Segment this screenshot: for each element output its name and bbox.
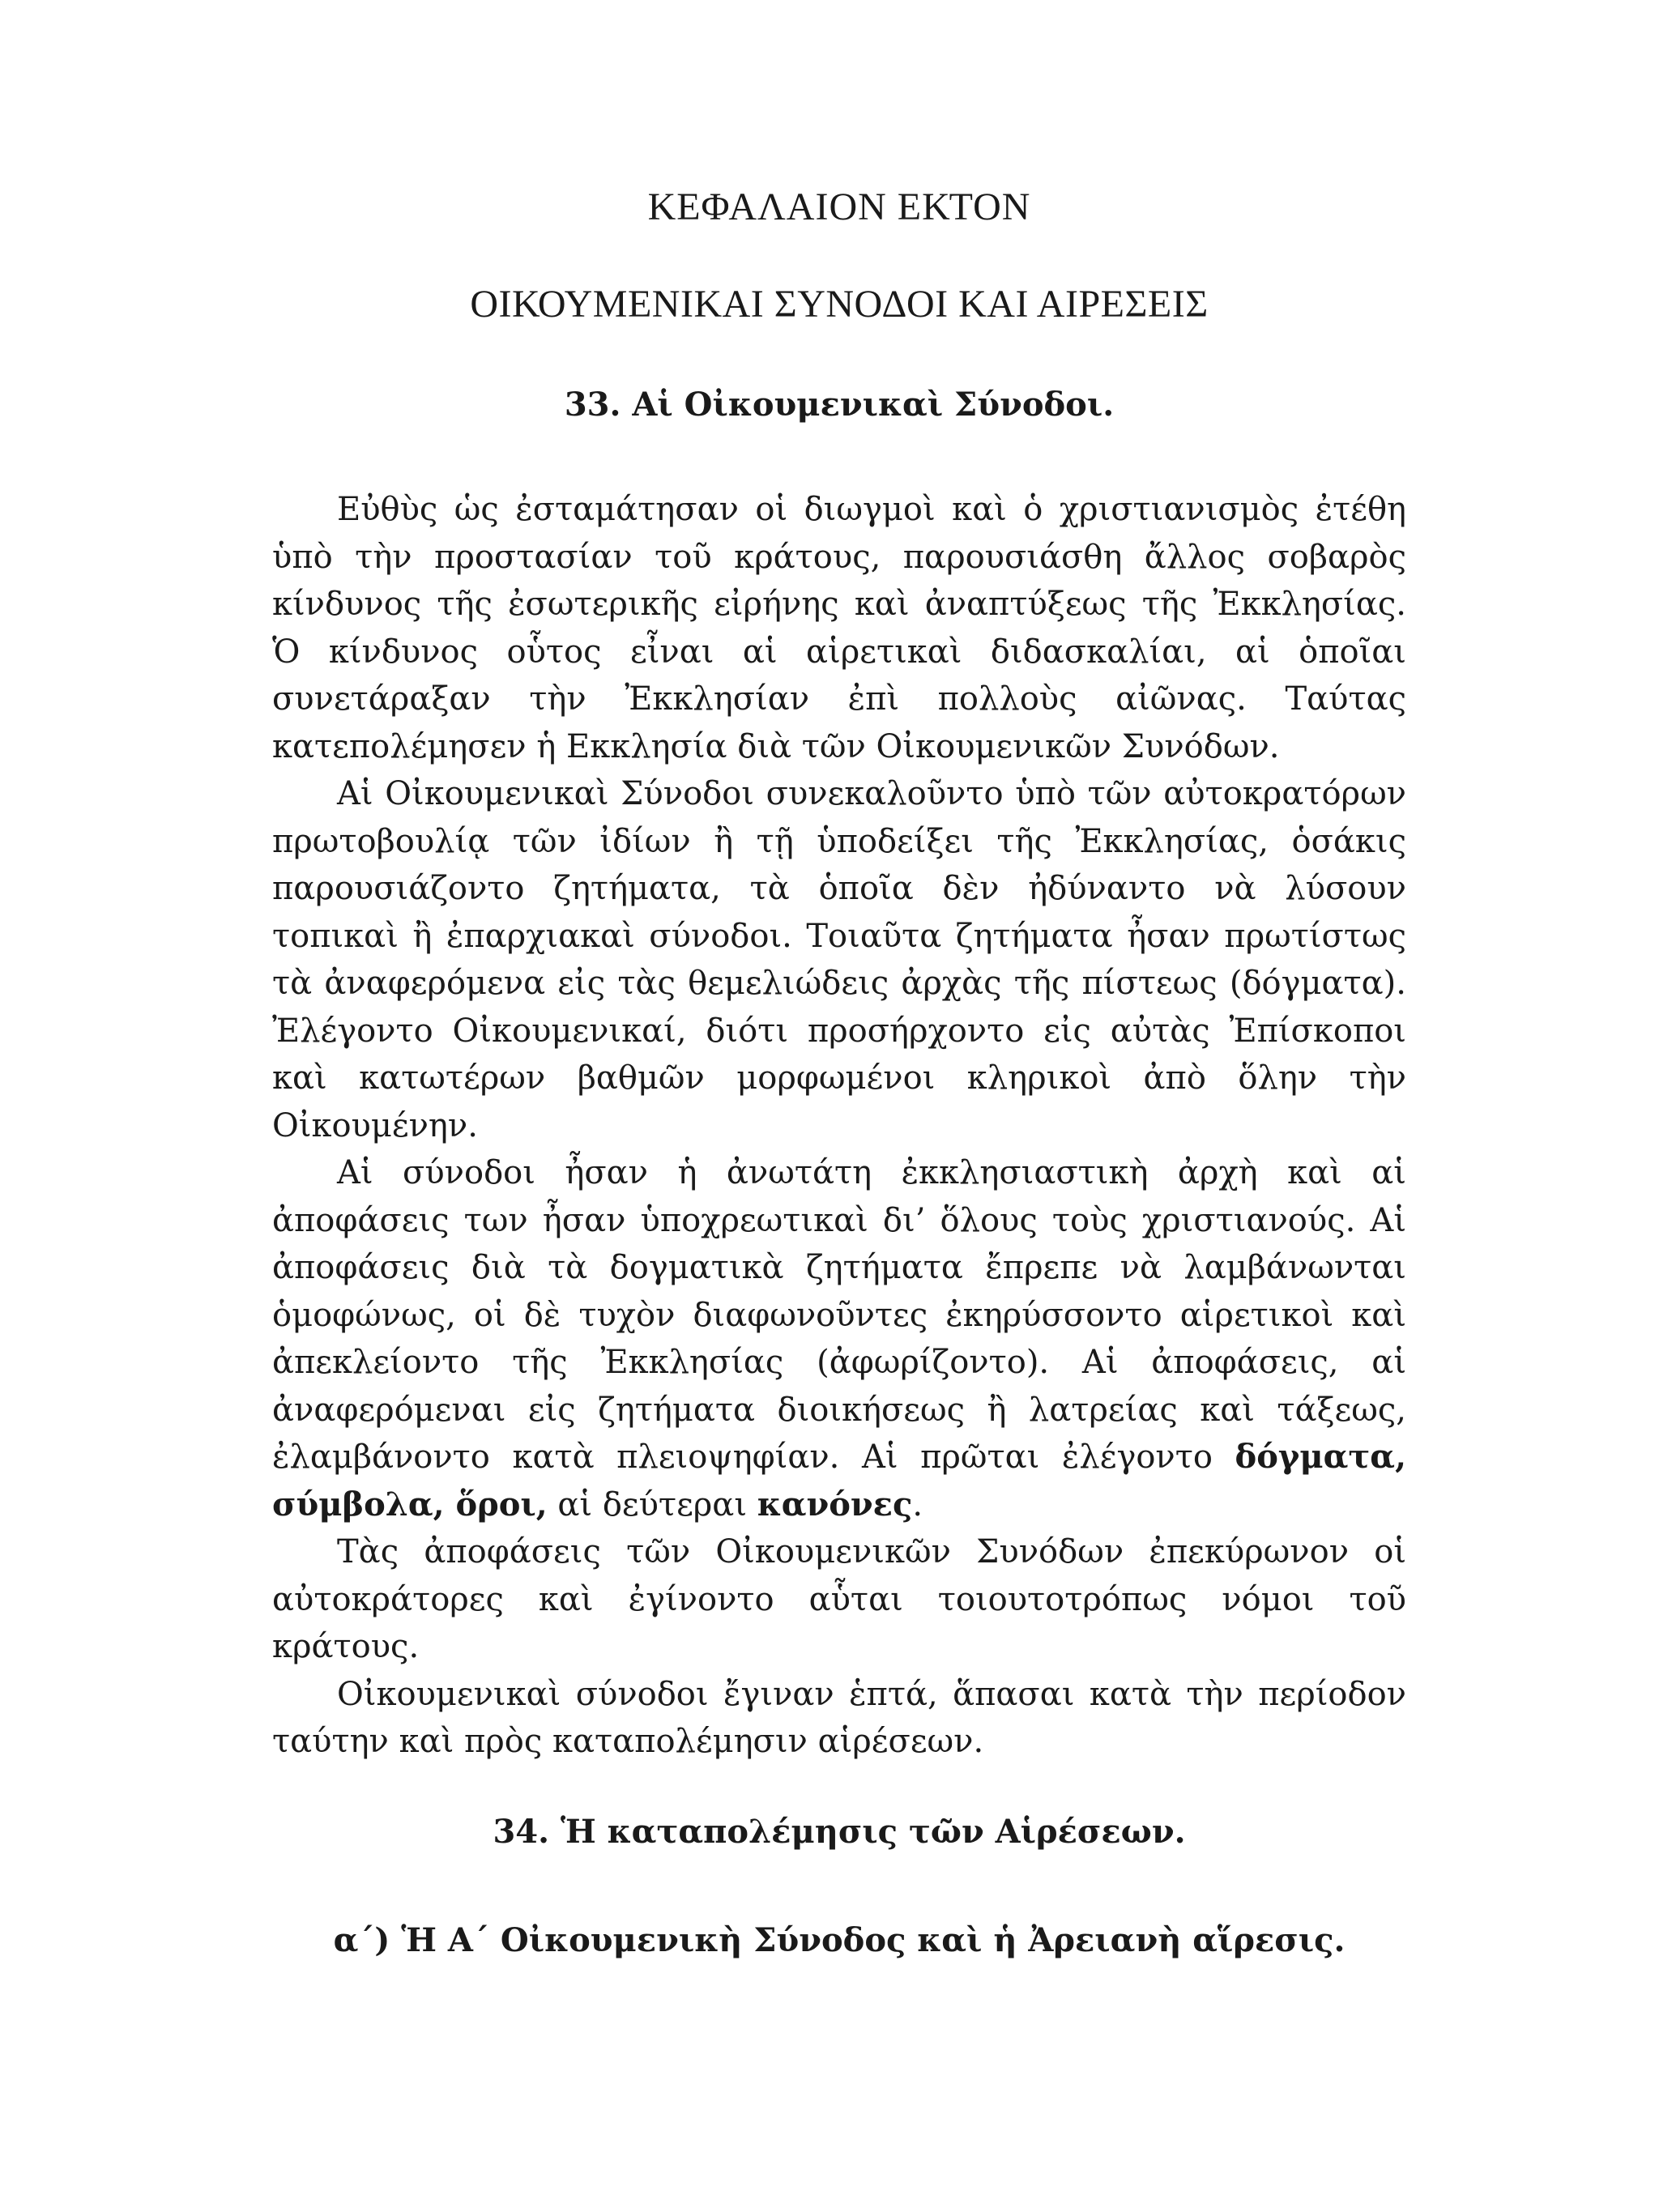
paragraph-5: Οἰκουμενικαὶ σύνοδοι ἔγιναν ἑπτά, ἅπασαι κατὰ τὴν περίοδον ταύτην καὶ πρὸς καταπολέμησιν αἱρέσεων. [272, 1675, 1406, 1760]
chapter-title: ΚΕΦΑΛΑΙΟΝ ΕΚΤΟΝ [647, 185, 1031, 228]
document-page [272, 0, 1406, 2212]
bold-terms: δόγματα, σύμβολα, ὅροι, [272, 1438, 1406, 1524]
paragraph-3-text-after: . [912, 1485, 923, 1524]
paragraph-3-text-middle: αἱ δεύτεραι [547, 1485, 757, 1524]
subsection-a-title: α΄) Ἡ Α΄ Οἰκουμενικὴ Σύνοδος καὶ ἡ Ἀρειανὴ αἵρεσις. [333, 1921, 1346, 1959]
paragraph-3-text-before: Αἱ σύνοδοι ἦσαν ἡ ἀνωτάτη ἐκκλησιαστικὴ ἀρχὴ καὶ αἱ ἀποφάσεις των ἦσαν ὑποχρεωτικαὶ δι’ ὅλους τοὺς χριστιανούς. Αἱ ἀποφάσεις διὰ τὰ δογματικὰ ζητήματα ἔπρεπε νὰ λαμβάνωνται ὁμοφώνως, οἱ δὲ τυχὸν διαφωνοῦντες ἐκηρύσσοντο αἱρετικοὶ καὶ ἀπεκλείοντο τῆς Ἐκκλησίας (ἀφωρίζοντο). Αἱ ἀποφάσεις, αἱ ἀναφερόμεναι εἰς ζητήματα διοικήσεως ἢ λατρείας καὶ τάξεως, ἐλαμβάνοντο κατὰ πλειοψηφίαν. Αἱ πρῶται ἐλέγοντο [272, 1154, 1406, 1476]
part-title: ΟΙΚΟΥΜΕΝΙΚΑΙ ΣΥΝΟΔΟΙ ΚΑΙ ΑΙΡΕΣΕΙΣ [470, 283, 1209, 326]
section-34-title: 34. Ἡ καταπολέμησις τῶν Αἱρέσεων. [493, 1813, 1186, 1851]
paragraph-2: Αἱ Οἰκουμενικαὶ Σύνοδοι συνεκαλοῦντο ὑπὸ τῶν αὐτοκρατόρων πρωτοβουλίᾳ τῶν ἰδίων ἢ τῇ ὑποδείξει τῆς Ἐκκλησίας, ὁσάκις παρουσιάζοντο ζητήματα, τὰ ὁποῖα δὲν ἠδύναντο νὰ λύσουν τοπικαὶ ἢ ἐπαρχιακαὶ σύνοδοι. Τοιαῦτα ζητήματα ἦσαν πρωτίστως τὰ ἀναφερόμενα εἰς τὰς θεμελιώδεις ἀρχὰς τῆς πίστεως (δόγματα). Ἐλέγοντο Οἰκουμενικαί, διότι προσήρχοντο εἰς αὐτὰς Ἐπίσκοποι καὶ κατωτέρων βαθμῶν μορφωμένοι κληρικοὶ ἀπὸ ὅλην τὴν Οἰκουμένην. [272, 775, 1406, 1144]
section-33-body [272, 486, 1406, 1766]
bold-canons: κανόνες [757, 1485, 913, 1524]
paragraph-1: Εὐθὺς ὡς ἐσταμάτησαν οἱ διωγμοὶ καὶ ὁ χριστιανισμὸς ἐτέθη ὑπὸ τὴν προστασίαν τοῦ κράτους, παρουσιάσθη ἄλλος σοβαρὸς κίνδυνος τῆς ἐσωτερικῆς εἰρήνης καὶ ἀναπτύξεως τῆς Ἐκκλησίας. Ὁ κίνδυνος οὗτος εἶναι αἱ αἱρετικαὶ διδασκαλίαι, αἱ ὁποῖαι συνετάραξαν τὴν Ἐκκλησίαν ἐπὶ πολλοὺς αἰῶνας. Ταύτας κατεπολέμησεν ἡ Εκκλησία διὰ τῶν Οἰκουμενικῶν Συνόδων. [272, 491, 1406, 765]
paragraph-3 [272, 1149, 1406, 1528]
section-33-title: 33. Αἱ Οἰκουμενικαὶ Σύνοδοι. [564, 386, 1115, 424]
paragraph-4: Τὰς ἀποφάσεις τῶν Οἰκουμενικῶν Συνόδων ἐπεκύρωνον οἱ αὐτοκράτορες καὶ ἐγίνοντο αὗται τοιουτοτρόπως νόμοι τοῦ κράτους. [272, 1533, 1406, 1665]
